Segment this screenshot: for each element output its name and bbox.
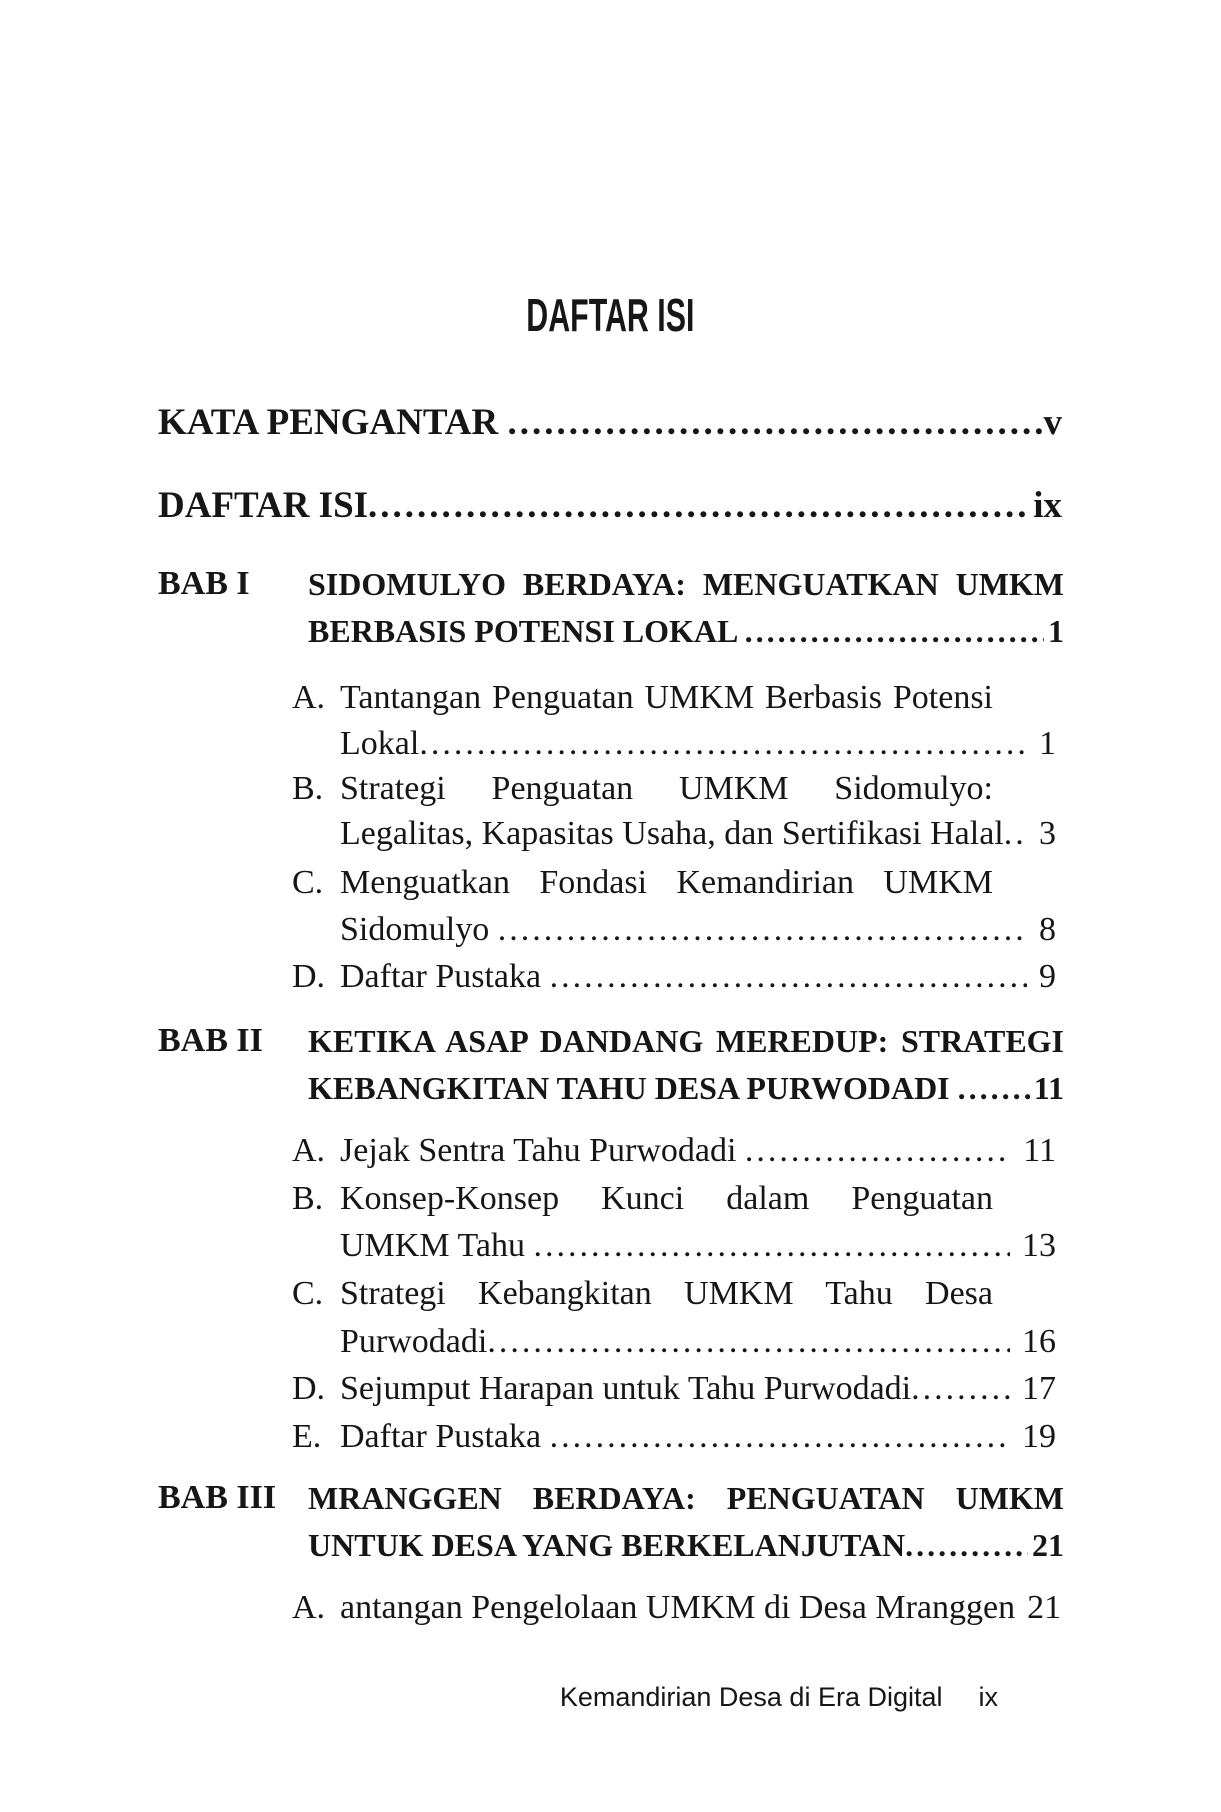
toc-entry-kata-pengantar [158,400,1062,446]
item-text: Sejumput Harapan untuk Tahu Purwodadi [340,1370,912,1407]
item-leader-line [340,1414,1056,1460]
page-number: 3 [1039,815,1056,852]
page-number: 11 [1033,1070,1064,1106]
dot-leader [905,1522,1028,1568]
item-text-line: Menguatkan Fondasi Kemandirian UMKM [340,864,993,901]
page-number: 9 [1039,958,1056,995]
entry-label: DAFTAR ISI [158,485,369,526]
page-number: 1 [1039,725,1056,762]
item-letter: A. [292,1132,326,1169]
item-text: UMKM Tahu [340,1227,534,1264]
item-letter: A. [292,679,326,716]
dot-leader [368,483,1031,529]
dot-leader [745,608,1044,654]
page-number: 8 [1039,911,1056,948]
dot-leader [507,400,1041,446]
dot-leader [745,1128,1011,1174]
dot-leader [550,954,1027,1000]
dot-leader [419,721,1027,767]
footer-book-title: Kemandirian Desa di Era Digital [559,1682,943,1712]
page-number: 17 [1022,1370,1056,1407]
page-title [0,289,1221,341]
entry-label: KATA PENGANTAR [158,402,508,443]
item-leader-line [340,1223,1056,1269]
dot-leader [498,907,1027,953]
item-letter: B. [292,1180,324,1217]
page-number: 1 [1048,613,1064,649]
item-leader-line [340,1585,1062,1631]
dot-leader [550,1414,1010,1460]
item-text-line: Konsep-Konsep Kunci dalam Penguatan [340,1180,993,1217]
item-leader-line [340,907,1056,953]
dot-leader [487,1319,1010,1365]
item-text-line: Strategi Kebangkitan UMKM Tahu Desa [340,1275,993,1312]
item-leader-line [340,721,1056,767]
item-letter: D. [292,958,326,995]
chapter-title-text: BERBASIS POTENSI LOKAL [308,613,745,649]
chapter-title-line: SIDOMULYO BERDAYA: MENGUATKAN UMKM [308,566,1064,602]
dot-leader [911,1366,1010,1412]
item-leader-line [340,811,1056,857]
item-leader-line [340,954,1056,1000]
item-text: Purwodadi [340,1323,488,1360]
page-number: 21 [1032,1527,1064,1563]
item-text: Sidomulyo [340,911,498,948]
page-number: ix [1033,485,1062,526]
item-letter: C. [292,1275,324,1312]
chapter-label-bab-3: BAB III [158,1479,277,1516]
chapter-title-text: KEBANGKITAN TAHU DESA PURWODADI [308,1070,958,1106]
chapter-title-leader [308,1065,1064,1111]
chapter-title-leader [308,1522,1064,1568]
dot-leader [1004,811,1027,857]
page-number: 21 [1027,1589,1062,1626]
chapter-title-leader [308,608,1064,654]
chapter-title-text: UNTUK DESA YANG BERKELANJUTAN [308,1527,906,1563]
chapter-title-line: MRANGGEN BERDAYA: PENGUATAN UMKM [308,1480,1064,1516]
page-number: 19 [1022,1418,1056,1455]
item-letter: C. [292,864,324,901]
page-number: v [1043,402,1062,443]
item-letter: D. [292,1370,326,1407]
item-text: Jejak Sentra Tahu Purwodadi [340,1132,745,1169]
dot-leader [533,1223,1010,1269]
item-leader-line [340,1128,1056,1174]
item-text-line: Tantangan Penguatan UMKM Berbasis Potensi [340,679,993,716]
page-number: 16 [1022,1323,1056,1360]
page-title-text: DAFTAR ISI [526,289,695,341]
chapter-label-bab-2: BAB II [158,1022,263,1059]
item-letter: E. [292,1418,322,1455]
page-footer [560,1680,998,1714]
chapter-title-line: KETIKA ASAP DANDANG MEREDUP: STRATEGI [308,1023,1064,1059]
toc-entry-daftar-isi [158,483,1062,529]
item-text: Daftar Pustaka [340,1418,550,1455]
item-text: Daftar Pustaka [340,958,550,995]
item-letter: B. [292,770,324,807]
item-leader-line [340,1319,1056,1365]
item-text: Legalitas, Kapasitas Usaha, dan Sertifikasi Halal [340,815,1004,852]
chapter-label-bab-1: BAB I [158,565,250,602]
item-leader-line [340,1366,1056,1412]
item-text: Lokal [340,725,420,762]
item-text-line: Strategi Penguatan UMKM Sidomulyo: [340,770,993,807]
item-letter: A. [292,1589,326,1626]
page-number: 11 [1023,1132,1056,1169]
page-number: 13 [1022,1227,1056,1264]
footer-page-number: ix [978,1682,998,1712]
item-text: antangan Pengelolaan UMKM di Desa Mranggen [340,1589,1016,1626]
dot-leader [958,1065,1030,1111]
